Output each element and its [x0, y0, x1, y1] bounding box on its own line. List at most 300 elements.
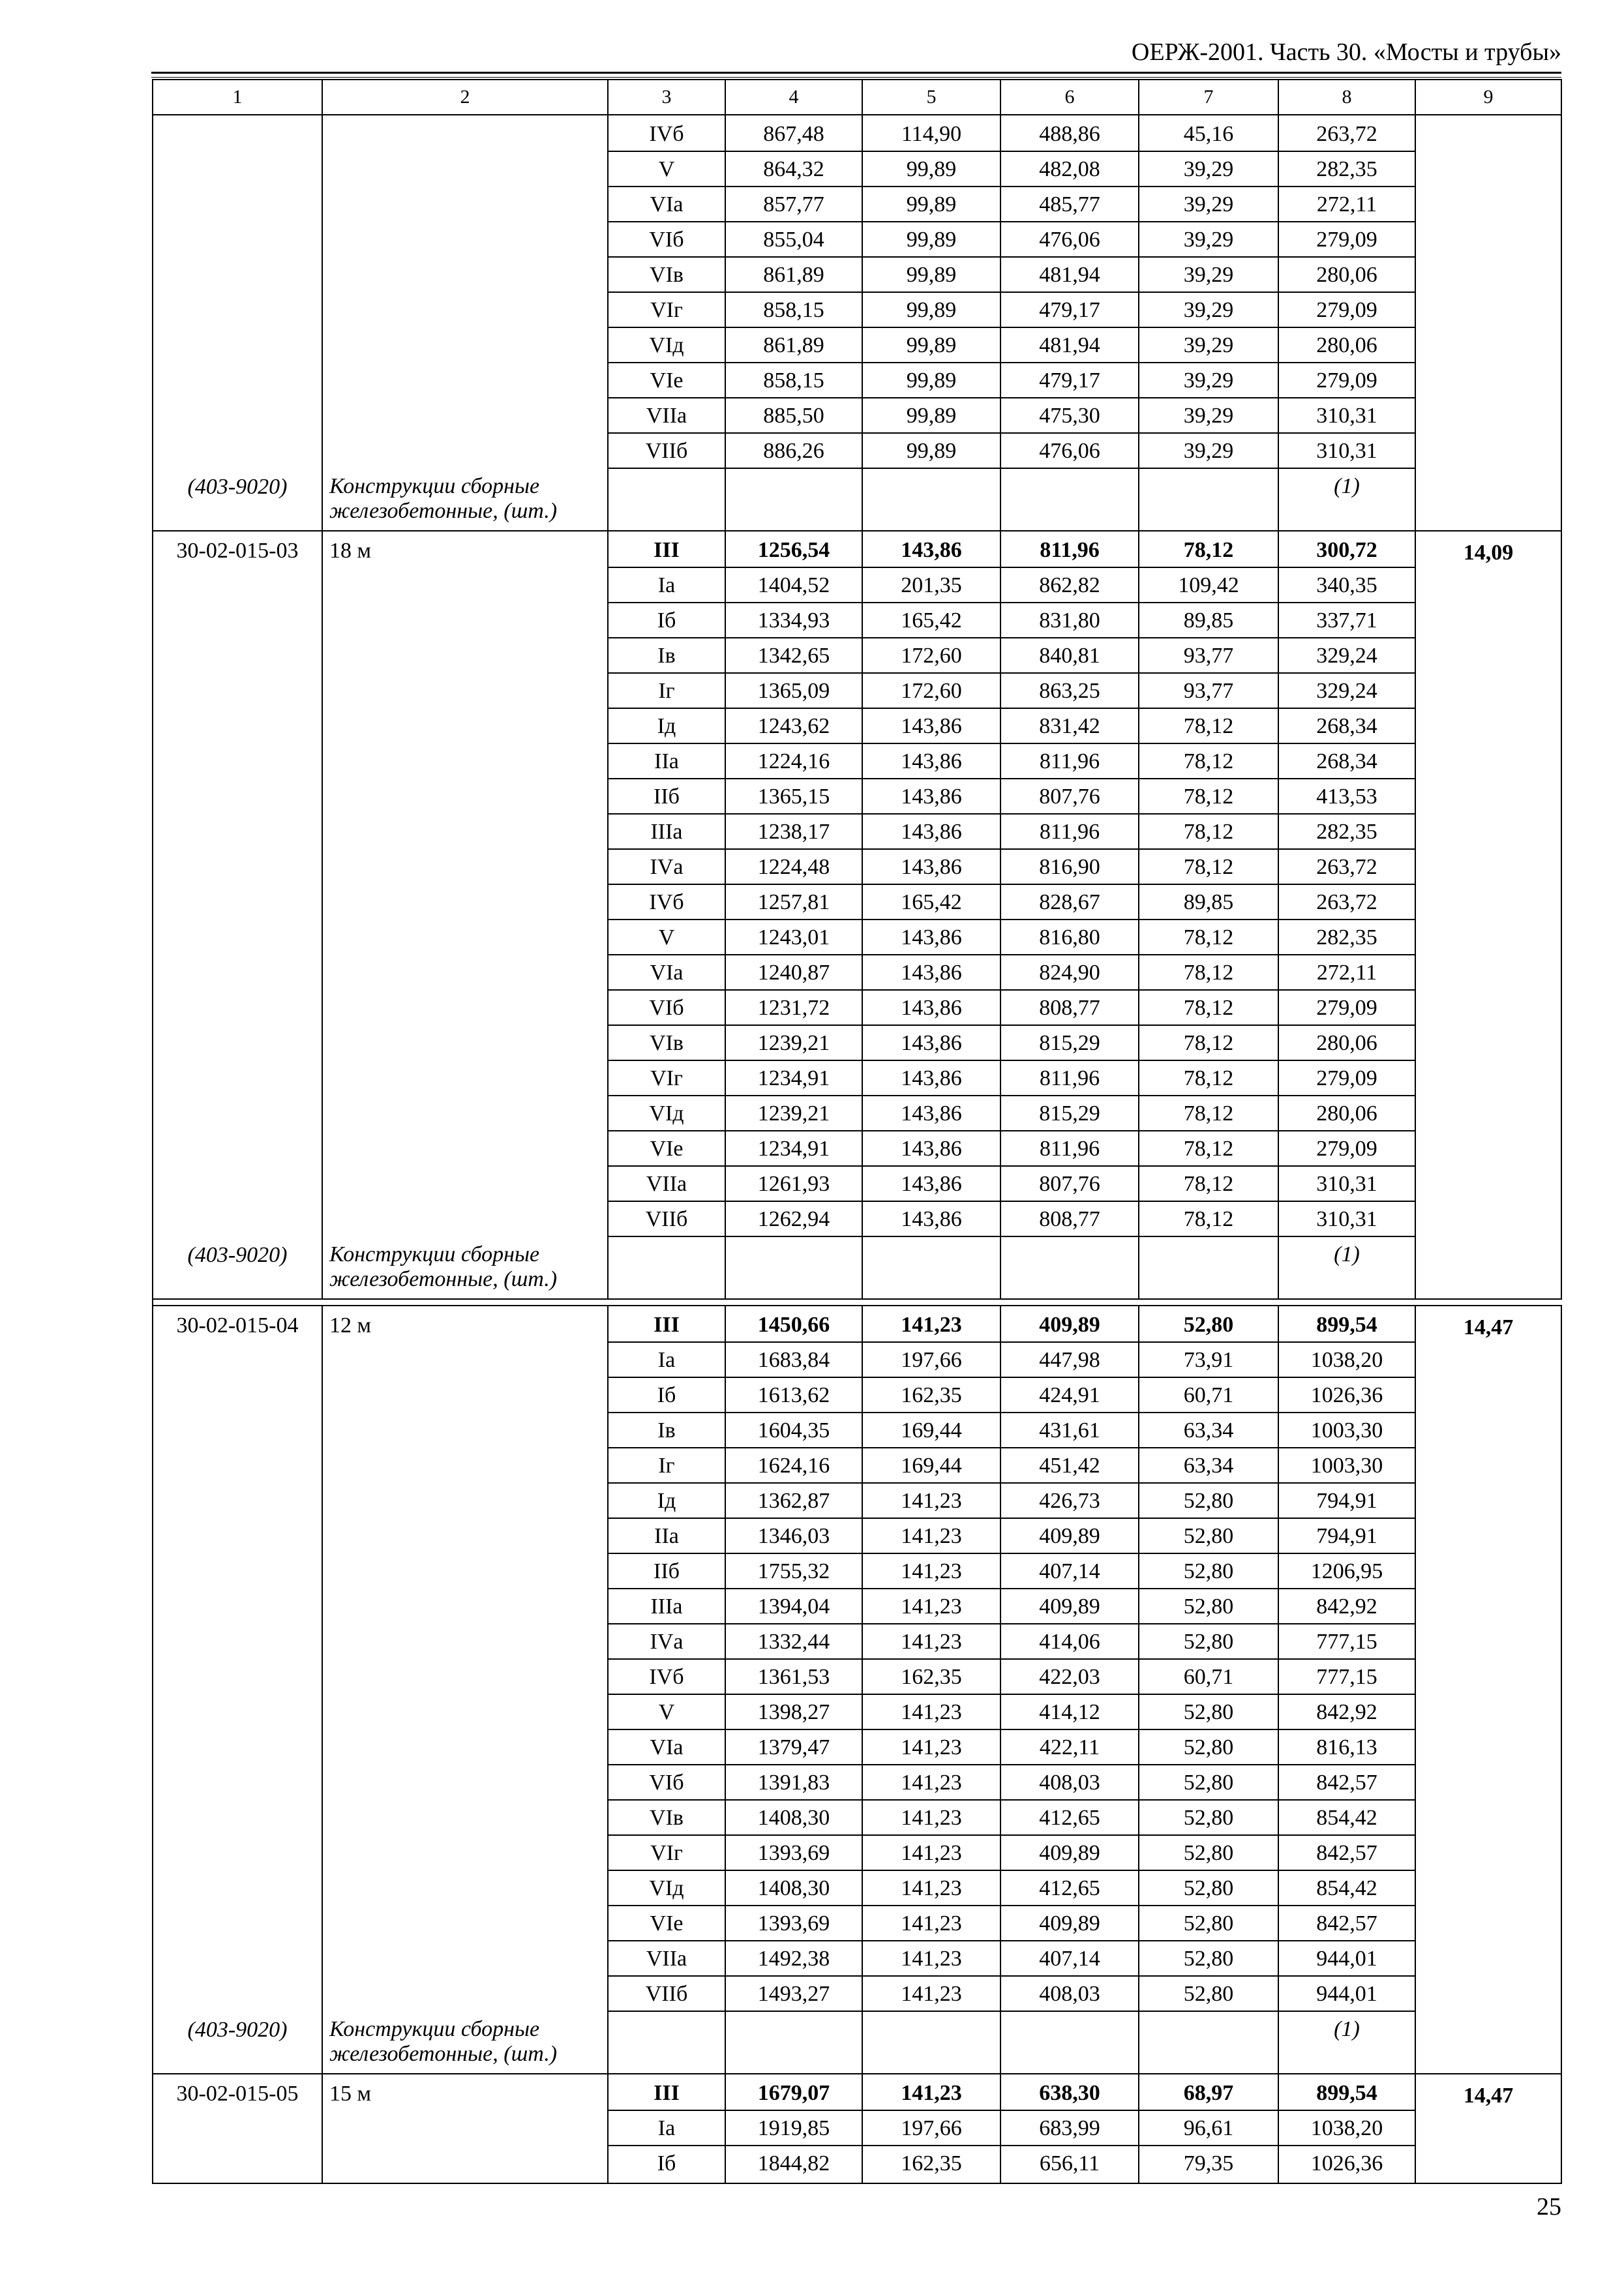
table-value: 1026,36: [1310, 1383, 1383, 1407]
region-code: IIа: [654, 749, 679, 773]
table-value: 99,89: [906, 368, 957, 393]
table-value: 481,94: [1039, 333, 1100, 357]
row-line: [1279, 2110, 1415, 2111]
row-line: [609, 1588, 725, 1589]
table-value: 794,91: [1316, 1489, 1377, 1513]
region-code: VIв: [650, 263, 684, 287]
table-value: 141,23: [901, 1559, 962, 1583]
row-line: [1139, 1940, 1278, 1941]
column-number-row: [153, 80, 1561, 115]
name-cell: [322, 115, 608, 531]
row-line: [609, 1060, 725, 1061]
table-value: 1231,72: [757, 996, 830, 1020]
value-column-cell: [725, 1306, 862, 2074]
row-line: [609, 397, 725, 398]
row-line: [863, 637, 1000, 638]
row-line: [1139, 1447, 1278, 1448]
table-value: 89,85: [1183, 890, 1234, 914]
row-line: [863, 1060, 1000, 1061]
row-line: [609, 2110, 725, 2111]
table-value: 899,54: [1316, 2081, 1377, 2105]
table-value: 141,23: [901, 1700, 962, 1724]
table-value: 280,06: [1316, 333, 1377, 357]
table-value: 1003,30: [1310, 1418, 1383, 1443]
row-line: [1279, 954, 1415, 955]
row-line: [863, 1482, 1000, 1484]
section-spacer: [153, 1299, 322, 1306]
table-value: 413,53: [1316, 785, 1377, 809]
table-value: 282,35: [1316, 925, 1377, 950]
row-line: [1001, 672, 1138, 674]
table-value: 854,42: [1316, 1876, 1377, 1900]
table-value: 162,35: [901, 2151, 962, 2176]
row-line: [1001, 1940, 1138, 1941]
column-number: 3: [608, 80, 725, 115]
value-column-cell: [725, 531, 862, 1299]
material-name-line2: железобетонные, (шт.): [329, 1267, 558, 1291]
row-line: [863, 567, 1000, 568]
row-line: [1001, 778, 1138, 779]
row-line: [1001, 989, 1138, 991]
row-line: [1139, 1165, 1278, 1167]
row-line: [1001, 432, 1138, 434]
row-line: [863, 327, 1000, 328]
row-line: [1001, 567, 1138, 568]
span-length: 15 м: [329, 2082, 372, 2106]
value-column-cell: [1278, 2074, 1415, 2183]
row-line: [726, 1060, 862, 1061]
table-value: 39,29: [1183, 228, 1234, 252]
table-value: 638,30: [1039, 2081, 1100, 2105]
row-line: [863, 1025, 1000, 1026]
table-value: 1408,30: [757, 1876, 830, 1900]
row-line: [1279, 362, 1415, 363]
row-line: [1139, 919, 1278, 920]
table-value: 162,35: [901, 1665, 962, 1689]
table-value: 93,77: [1183, 644, 1234, 668]
table-value: 1332,44: [757, 1630, 830, 1654]
row-line: [1279, 1518, 1415, 1519]
value-column-cell: [1278, 531, 1415, 1299]
row-line: [1279, 1729, 1415, 1730]
table-value: 862,82: [1039, 573, 1100, 597]
table-value: 172,60: [901, 644, 962, 668]
row-line: [1279, 848, 1415, 850]
table-value: 141,23: [901, 1911, 962, 1936]
region-code: IVа: [650, 1630, 684, 1654]
row-line: [1139, 1623, 1278, 1624]
region-code: V: [658, 157, 675, 181]
table-value: 885,50: [763, 404, 824, 428]
row-line: [726, 672, 862, 674]
material-name-line1: Конструкции сборные: [329, 474, 540, 498]
table-value: 143,86: [901, 1207, 962, 1231]
row-line: [609, 567, 725, 568]
row-line: [609, 1764, 725, 1765]
row-line: [726, 743, 862, 744]
row-line: [1279, 397, 1415, 398]
row-line: [609, 1130, 725, 1131]
row-line: [726, 1834, 862, 1836]
row-line: [1139, 256, 1278, 258]
row-line: [1139, 1905, 1278, 1906]
row-line: [1001, 919, 1138, 920]
material-code: (403-9020): [187, 2018, 288, 2042]
table-value: 282,35: [1316, 820, 1377, 844]
row-line: [863, 1377, 1000, 1378]
row-line: [1279, 1553, 1415, 1554]
code-cell: [153, 531, 322, 1299]
row-line: [863, 1905, 1000, 1906]
region-code: VIа: [650, 1735, 684, 1759]
row-line: [609, 362, 725, 363]
row-line: [609, 292, 725, 293]
row-line: [1001, 1799, 1138, 1801]
row-line: [1139, 2110, 1278, 2111]
table-value: 807,76: [1039, 785, 1100, 809]
row-line: [609, 602, 725, 603]
row-line: [1001, 1095, 1138, 1096]
table-value: 39,29: [1183, 298, 1234, 322]
code-cell: [153, 2074, 322, 2183]
table-value: 1379,47: [757, 1735, 830, 1759]
page-number: 25: [1537, 2193, 1561, 2221]
table-value: 1624,16: [757, 1454, 830, 1478]
table-value: 143,86: [901, 785, 962, 809]
row-line: [609, 1553, 725, 1554]
row-line: [863, 813, 1000, 815]
table-value: 78,12: [1183, 1101, 1234, 1126]
row-line: [1139, 432, 1278, 434]
norm-code: [153, 119, 322, 151]
row-line: [1001, 2145, 1138, 2146]
row-line: [863, 432, 1000, 434]
table-value: 488,86: [1039, 122, 1100, 146]
table-value: 280,06: [1316, 1031, 1377, 1055]
region-code: IVб: [649, 122, 684, 146]
table-value: 52,80: [1183, 1806, 1234, 1830]
row-line: [1139, 1201, 1278, 1202]
region-code: VIв: [650, 1031, 684, 1055]
table-value: 1404,52: [757, 573, 830, 597]
table-value: 815,29: [1039, 1031, 1100, 1055]
table-value: 842,92: [1316, 1594, 1377, 1619]
row-line: [609, 2145, 725, 2146]
table-value: 1003,30: [1310, 1454, 1383, 1478]
row-line: [609, 1377, 725, 1378]
row-line: [1139, 637, 1278, 638]
table-value: 169,44: [901, 1418, 962, 1443]
row-line: [726, 778, 862, 779]
table-value: 99,89: [906, 333, 957, 357]
table-value: 1493,27: [757, 1982, 830, 2006]
table-value: 409,89: [1039, 1911, 1100, 1936]
row-line: [726, 397, 862, 398]
material-name-line1: Конструкции сборные: [329, 1242, 540, 1266]
table-value: 337,71: [1316, 608, 1377, 633]
row-line: [1139, 778, 1278, 779]
row-line: [1001, 292, 1138, 293]
row-line: [726, 567, 862, 568]
norm-code: 30-02-015-03: [176, 539, 299, 563]
table-value: 1679,07: [757, 2081, 830, 2105]
table-value: 162,35: [901, 1383, 962, 1407]
table-value: 451,42: [1039, 1454, 1100, 1478]
table-value: 1206,95: [1310, 1559, 1383, 1583]
region-code: Iб: [657, 2151, 676, 2176]
name-cell: [322, 2074, 608, 2183]
table-value: 143,86: [901, 538, 962, 562]
table-value: 811,96: [1039, 1137, 1100, 1161]
row-line: [726, 1870, 862, 1871]
value-column-cell: [1139, 115, 1278, 531]
row-line: [863, 1623, 1000, 1624]
region-code: VIг: [650, 1841, 683, 1865]
region-code: Iб: [657, 1383, 676, 1407]
row-line: [726, 327, 862, 328]
row-line: [726, 919, 862, 920]
col9-value: 14,47: [1415, 2074, 1561, 2183]
row-line: [609, 919, 725, 920]
row-line: [609, 884, 725, 885]
region-code: VIд: [649, 1101, 684, 1126]
row-line: [1001, 1236, 1138, 1237]
value-column-cell: [725, 115, 862, 531]
table-value: 52,80: [1183, 1841, 1234, 1865]
row-line: [1139, 567, 1278, 568]
row-line: [1279, 221, 1415, 222]
region-code: VIд: [649, 333, 684, 357]
table-value: 808,77: [1039, 996, 1100, 1020]
table-value: 1239,21: [757, 1101, 830, 1126]
row-line: [609, 1834, 725, 1836]
table-value: 886,26: [763, 439, 824, 463]
row-line: [1139, 1060, 1278, 1061]
table-value: 114,90: [901, 122, 962, 146]
code-cell: [153, 115, 322, 531]
region-code: VIг: [650, 298, 683, 322]
region-code: III: [654, 2081, 680, 2105]
table-value: 78,12: [1183, 1137, 1234, 1161]
row-line: [726, 708, 862, 709]
row-line: [1001, 1870, 1138, 1871]
row-line: [609, 989, 725, 991]
row-line: [863, 2145, 1000, 2146]
row-line: [726, 954, 862, 955]
value-column-cell: [862, 1306, 1000, 2074]
table-value: 165,42: [901, 608, 962, 633]
row-line: [1001, 151, 1138, 152]
row-line: [863, 2110, 1000, 2111]
table-value: 811,96: [1039, 820, 1100, 844]
row-line: [863, 743, 1000, 744]
region-code: Iг: [658, 679, 675, 703]
row-line: [1001, 186, 1138, 187]
row-line: [609, 672, 725, 674]
row-line: [1001, 2110, 1138, 2111]
row-line: [1279, 1975, 1415, 1977]
table-value: 141,23: [901, 1489, 962, 1513]
table-value: 165,42: [901, 890, 962, 914]
table-value: 409,89: [1039, 1524, 1100, 1548]
column-number: 4: [725, 80, 862, 115]
table-value: 52,80: [1183, 1771, 1234, 1795]
region-code: Iв: [657, 1418, 676, 1443]
row-line: [1279, 743, 1415, 744]
region-code: VIIа: [646, 1947, 687, 1971]
row-line: [726, 848, 862, 850]
row-line: [609, 1341, 725, 1343]
row-line: [609, 1518, 725, 1519]
row-line: [1279, 256, 1415, 258]
row-line: [1139, 1412, 1278, 1413]
table-value: 816,13: [1316, 1735, 1377, 1759]
value-column-cell: [862, 115, 1000, 531]
table-value: 272,11: [1316, 961, 1377, 985]
row-line: [1001, 848, 1138, 850]
table-value: 476,06: [1039, 228, 1100, 252]
table-value: 197,66: [901, 1348, 962, 1372]
table-value: 408,03: [1039, 1771, 1100, 1795]
table-value: 422,03: [1039, 1665, 1100, 1689]
row-line: [1001, 1588, 1138, 1589]
table-value: 143,86: [901, 925, 962, 950]
row-line: [609, 1095, 725, 1096]
table-value: 1334,93: [757, 608, 830, 633]
row-line: [1279, 186, 1415, 187]
estimate-table: [152, 79, 1562, 2184]
table-value: 944,01: [1316, 1947, 1377, 1971]
table-value: 141,23: [901, 1524, 962, 1548]
row-line: [609, 813, 725, 815]
region-code: IIб: [654, 1559, 680, 1583]
table-value: 78,12: [1183, 749, 1234, 773]
span-length: 18 м: [329, 539, 372, 563]
table-value: 279,09: [1316, 368, 1377, 393]
row-line: [609, 1799, 725, 1801]
row-line: [1279, 1658, 1415, 1660]
row-line: [1139, 1236, 1278, 1237]
row-line: [1279, 1623, 1415, 1624]
table-value: 1391,83: [757, 1771, 830, 1795]
row-line: [1001, 397, 1138, 398]
table-value: 1224,16: [757, 749, 830, 773]
column-number: 2: [322, 80, 608, 115]
row-line: [1139, 2145, 1278, 2146]
table-value: 861,89: [763, 263, 824, 287]
region-code: Iд: [657, 1489, 676, 1513]
table-value: 867,48: [763, 122, 824, 146]
value-column-cell: [608, 531, 725, 1299]
estimate-group: [153, 115, 1561, 531]
row-line: [1279, 1694, 1415, 1695]
region-code: VIIб: [645, 439, 688, 463]
table-value: 93,77: [1183, 679, 1234, 703]
region-code: VIа: [650, 961, 684, 985]
row-line: [726, 362, 862, 363]
table-value: 52,80: [1183, 1982, 1234, 2006]
table-value: 78,12: [1183, 538, 1234, 562]
row-line: [863, 1341, 1000, 1343]
row-line: [863, 1553, 1000, 1554]
row-line: [609, 1447, 725, 1448]
region-code: VIе: [650, 368, 684, 393]
table-value: 1492,38: [757, 1947, 830, 1971]
row-line: [1279, 672, 1415, 674]
table-value: 300,72: [1316, 538, 1377, 562]
value-column-cell: [1278, 115, 1415, 531]
table-value: 854,42: [1316, 1806, 1377, 1830]
table-value: 99,89: [906, 298, 957, 322]
material-name-line2: железобетонные, (шт.): [329, 499, 558, 523]
table-value: 864,32: [763, 157, 824, 181]
row-line: [1279, 1870, 1415, 1871]
table-value: 475,30: [1039, 404, 1100, 428]
row-line: [726, 813, 862, 815]
table-value: 1261,93: [757, 1172, 830, 1196]
table-value: 794,91: [1316, 1524, 1377, 1548]
table-value: 414,12: [1039, 1700, 1100, 1724]
table-value: 73,91: [1183, 1348, 1234, 1372]
row-line: [726, 2145, 862, 2146]
table-value: 78,12: [1183, 1066, 1234, 1090]
row-line: [1139, 2011, 1278, 2012]
row-line: [1139, 602, 1278, 603]
row-line: [1279, 151, 1415, 152]
row-line: [863, 256, 1000, 258]
region-code: IIб: [654, 785, 680, 809]
table-value: 1408,30: [757, 1806, 830, 1830]
row-line: [609, 1658, 725, 1660]
row-line: [726, 1764, 862, 1765]
row-line: [1139, 1025, 1278, 1026]
table-value: 263,72: [1316, 855, 1377, 879]
column-number: 5: [862, 80, 1000, 115]
table-value: 310,31: [1316, 439, 1377, 463]
table-value: 52,80: [1183, 1313, 1234, 1337]
table-value: 858,15: [763, 298, 824, 322]
col9-value: 14,09: [1415, 531, 1561, 1299]
row-line: [1279, 1482, 1415, 1484]
table-value: 409,89: [1039, 1841, 1100, 1865]
value-column-cell: [608, 115, 725, 531]
row-line: [1279, 989, 1415, 991]
row-line: [726, 989, 862, 991]
row-line: [1139, 672, 1278, 674]
row-line: [863, 151, 1000, 152]
table-value: 1613,62: [757, 1383, 830, 1407]
row-line: [726, 884, 862, 885]
row-line: [863, 1412, 1000, 1413]
row-line: [1279, 1201, 1415, 1202]
table-value: 60,71: [1183, 1383, 1234, 1407]
row-line: [1001, 1130, 1138, 1131]
table-value: 141,23: [901, 1806, 962, 1830]
region-code: Iб: [657, 608, 676, 633]
row-line: [1139, 989, 1278, 991]
table-value: 39,29: [1183, 192, 1234, 217]
row-line: [1001, 1623, 1138, 1624]
region-code: VIб: [649, 228, 684, 252]
row-line: [1001, 708, 1138, 709]
table-value: 1240,87: [757, 961, 830, 985]
table-value: 476,06: [1039, 439, 1100, 463]
table-value: 1038,20: [1310, 2116, 1383, 2140]
table-value: 99,89: [906, 404, 957, 428]
row-line: [609, 1729, 725, 1730]
table-value: 842,57: [1316, 1771, 1377, 1795]
table-value: 1346,03: [757, 1524, 830, 1548]
